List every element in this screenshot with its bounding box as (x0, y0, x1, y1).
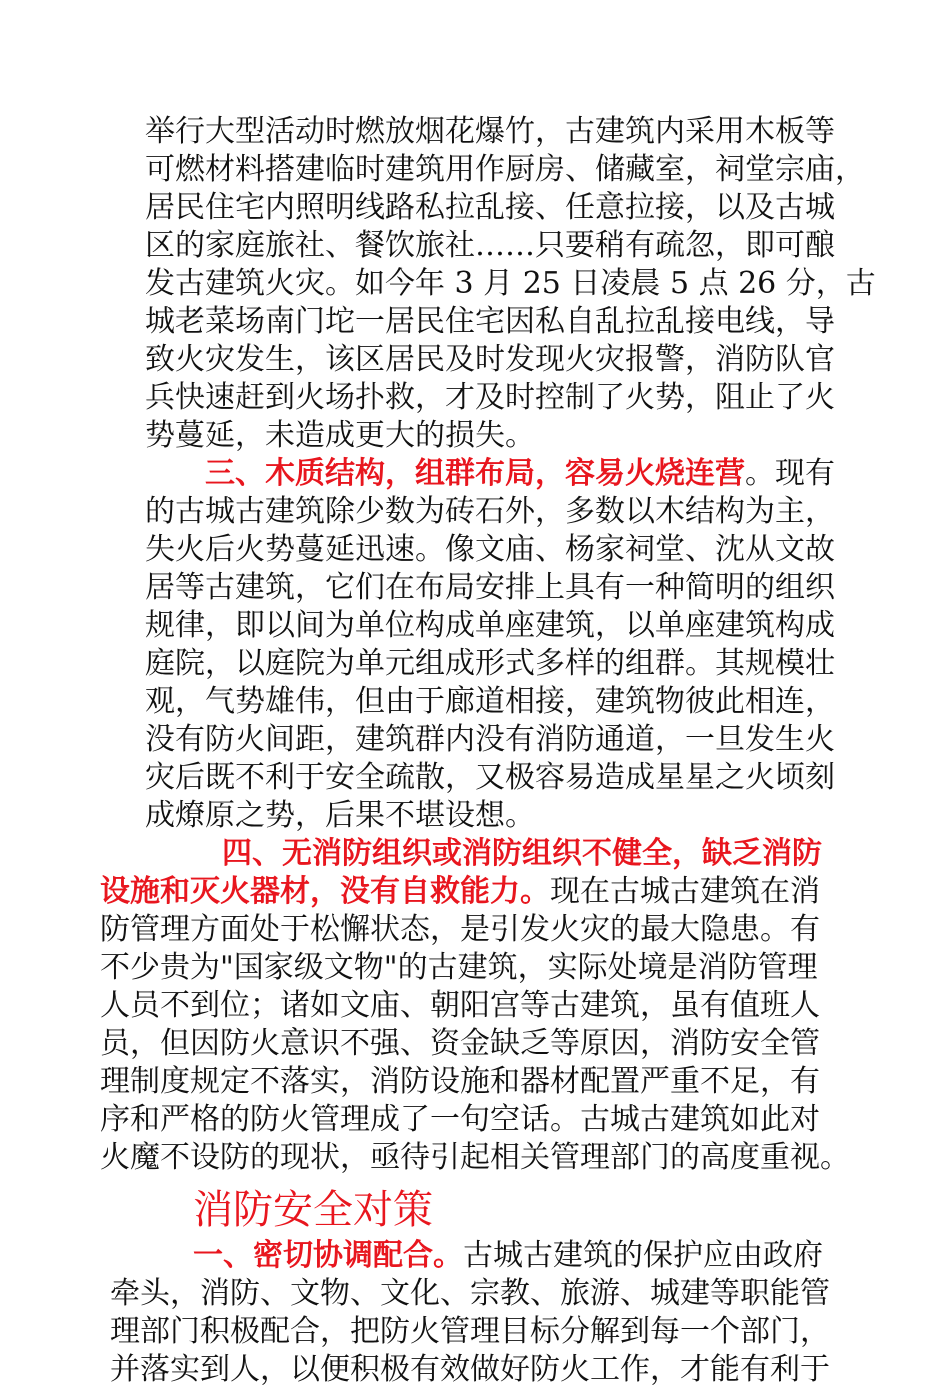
body-line: 规律，即以间为单位构成单座建筑，以单座建筑构成 (145, 608, 835, 643)
body-line: 居民住宅内照明线路私拉乱接、任意拉接，以及古城 (145, 190, 835, 225)
body-line: 举行大型活动时燃放烟花爆竹，古建筑内采用木板等 (145, 114, 835, 149)
body-line: 观，气势雄伟，但由于廊道相接，建筑物彼此相连， (145, 684, 835, 719)
section-4-heading-line2: 设施和灭火器材，没有自救能力。 (100, 874, 550, 909)
body-line: 可燃材料搭建临时建筑用作厨房、储藏室，祠堂宗庙， (145, 152, 865, 187)
section-4-line2-rest: 现在古城古建筑在消 (550, 874, 820, 909)
body-line: 员，但因防火意识不强、资金缺乏等原因，消防安全管 (100, 1026, 820, 1061)
body-line: 发古建筑火灾。如今年 3 月 25 日凌晨 5 点 26 分，古 (145, 266, 876, 301)
body-line: 并落实到人，以便积极有效做好防火工作，才能有利于 (110, 1352, 830, 1387)
body-line: 没有防火间距，建筑群内没有消防通道，一旦发生火 (145, 722, 835, 757)
body-line: 兵快速赶到火场扑救，才及时控制了火势，阻止了火 (145, 380, 835, 415)
body-line: 区的家庭旅社、餐饮旅社……只要稍有疏忽，即可酿 (145, 228, 835, 263)
body-line: 序和严格的防火管理成了一句空话。古城古建筑如此对 (100, 1102, 820, 1137)
section-3-heading: 三、木质结构，组群布局，容易火烧连营 (205, 456, 745, 491)
body-line: 失火后火势蔓延迅速。像文庙、杨家祠堂、沈从文故 (145, 532, 835, 567)
body-line: 火魔不设防的现状，亟待引起相关管理部门的高度重视。 (100, 1140, 850, 1175)
body-line: 庭院，以庭院为单元组成形式多样的组群。其规模壮 (145, 646, 835, 681)
body-line: 成燎原之势，后果不堪设想。 (145, 798, 535, 833)
body-line: 致火灾发生，该区居民及时发现火灾报警，消防队官 (145, 342, 835, 377)
section-3-first-rest: 。现有 (745, 456, 835, 491)
body-line: 灾后既不利于安全疏散，又极容易造成星星之火顷刻 (145, 760, 835, 795)
measure-1-first-rest: 古城古建筑的保护应由政府 (463, 1238, 823, 1273)
section-title: 消防安全对策 (193, 1187, 433, 1233)
body-line: 理部门积极配合，把防火管理目标分解到每一个部门， (110, 1314, 830, 1349)
body-line: 居等古建筑，它们在布局安排上具有一种简明的组织 (145, 570, 835, 605)
section-4-second-line (100, 873, 820, 911)
body-line: 理制度规定不落实，消防设施和器材配置严重不足，有 (100, 1064, 820, 1099)
body-line: 的古城古建筑除少数为砖石外，多数以木结构为主， (145, 494, 835, 529)
body-line: 牵头，消防、文物、文化、宗教、旅游、城建等职能管 (110, 1276, 830, 1311)
body-line: 人员不到位；诸如文庙、朝阳宫等古建筑，虽有值班人 (100, 988, 820, 1023)
section-4-heading-line1: 四、无消防组织或消防组织不健全，缺乏消防 (222, 836, 822, 871)
measure-1-heading: 一、密切协调配合。 (193, 1238, 463, 1273)
body-line: 不少贵为"国家级文物"的古建筑，实际处境是消防管理 (100, 950, 818, 985)
measure-1-first-line (193, 1237, 823, 1275)
body-line: 势蔓延，未造成更大的损失。 (145, 418, 535, 453)
section-3-first-line (205, 455, 835, 493)
body-line: 城老菜场南门坨一居民住宅因私自乱拉乱接电线，导 (145, 304, 835, 339)
body-line: 防管理方面处于松懈状态，是引发火灾的最大隐患。有 (100, 912, 820, 947)
